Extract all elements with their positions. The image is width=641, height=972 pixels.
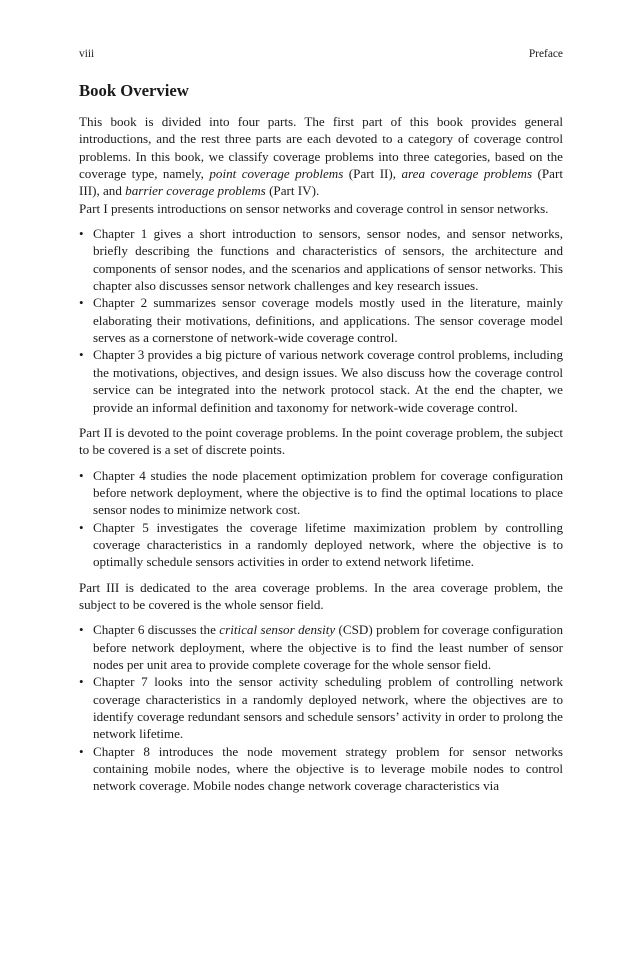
running-head [79, 47, 563, 61]
part3-paragraph: Part III is dedicated to the area coverage problems. In the area coverage problem, the subject to be covered is the whole sensor field. [79, 579, 563, 612]
list-item: • Chapter 4 studies the node placement optimization problem for coverage configuration before network deployment, where the objective is to find the optimal locations to place sensor nodes to minimize network cost. [79, 467, 563, 519]
term-barrier-coverage: barrier coverage problems [125, 183, 266, 199]
intro-paragraph [79, 113, 563, 200]
document-page [79, 47, 563, 803]
part1-chapter-list [79, 225, 563, 416]
chapter6-text-1: Chapter 6 discusses the [93, 622, 220, 638]
part3-chapter-list [79, 621, 563, 794]
part2-paragraph: Part II is devoted to the point coverage problems. In the point coverage problem, the subject to be covered is a set of discrete points. [79, 424, 563, 458]
term-critical-sensor-density: critical sensor density [219, 622, 336, 638]
intro-text-4: (Part IV). [265, 183, 320, 199]
section-title: Book Overview [79, 81, 189, 100]
chapter6-text-2: (CSD) problem for coverage configuration before network deployment, where the objective is to find the least number of sensor nodes per unit area to provide complete coverage for the whole sensor field. [93, 622, 563, 672]
part2-chapter-list [79, 467, 563, 571]
list-item: • Chapter 5 investigates the coverage lifetime maximization problem by controlling coverage characteristics in a randomly deployed network, where the objective is to optimally schedule sensors activities in order to extend network lifetime. [79, 519, 563, 571]
intro-text-2: (Part II), [343, 166, 402, 182]
intro-text-1: This book is divided into four parts. The first part of this book provides general introductions, and the rest three parts are each devoted to a category of coverage control problems. In this book, we classify coverage problems into three categories, based on the coverage type, namely, [79, 114, 563, 182]
part1-paragraph: Part I presents introductions on sensor networks and coverage control in sensor networks. [79, 200, 549, 216]
list-item: • Chapter 2 summarizes sensor coverage models mostly used in the literature, mainly elaborating their motivations, definitions, and applications. The sensor coverage model serves as a cornerstone of network-wide coverage control. [79, 294, 563, 346]
term-area-coverage: area coverage problems [401, 166, 533, 182]
list-item [79, 621, 563, 673]
list-item: • Chapter 1 gives a short introduction to sensors, sensor nodes, and sensor networks, briefly describing the functions and characteristics of sensors, the architecture and components of sensor nodes, and the scenarios and applications of sensor networks. This chapter also discusses sensor network challenges and key research issues. [79, 225, 563, 294]
list-item: • Chapter 7 looks into the sensor activity scheduling problem of controlling network coverage characteristics in a randomly deployed network, where the objectives are to identify coverage redundant sensors and schedule sensors’ activity in order to prolong the network lifetime. [79, 673, 563, 742]
list-item: • Chapter 8 introduces the node movement strategy problem for sensor networks containing mobile nodes, where the objective is to leverage mobile nodes to control network coverage. Mobile nodes change network coverage characteristics via [79, 743, 563, 795]
running-head-title: Preface [528, 48, 563, 60]
term-point-coverage: point coverage problems [209, 166, 344, 182]
list-item: • Chapter 3 provides a big picture of various network coverage control problems, including the motivations, objectives, and design issues. We also discuss how the coverage control service can be integrated into the network protocol stack. At the end the chapter, we provide an informal definition and taxonomy for network-wide coverage control. [79, 346, 563, 415]
page-number: viii [79, 48, 95, 60]
intro-text-3: (Part III), and [79, 166, 563, 199]
